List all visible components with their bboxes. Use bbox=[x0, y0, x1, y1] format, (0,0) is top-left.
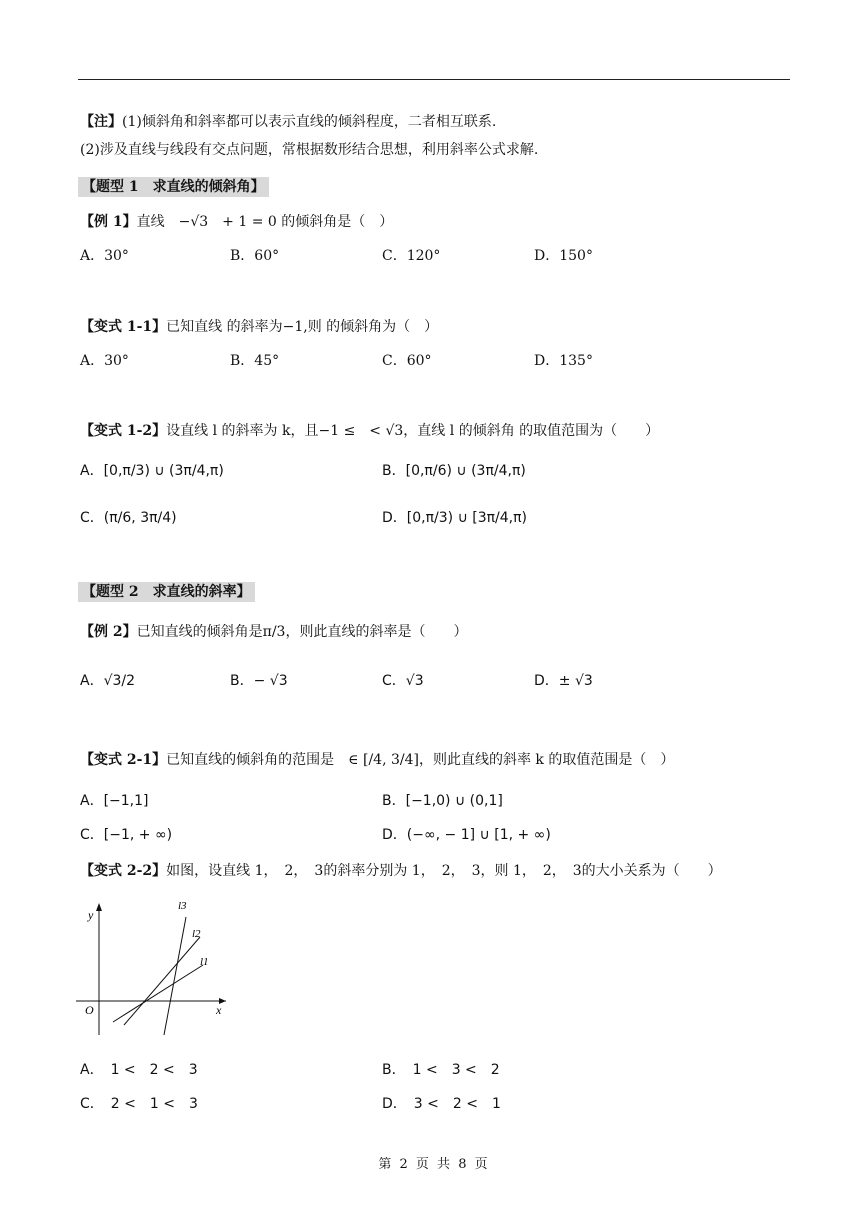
ex2-option-d: D．± √3 bbox=[534, 673, 593, 689]
v22-option-a: A． 1 < 2 < 3 bbox=[80, 1062, 198, 1078]
note-line-2: (2)涉及直线与线段有交点问题，常根据数形结合思想，利用斜率公式求解. bbox=[80, 142, 539, 158]
l3-label: l3 bbox=[178, 900, 187, 912]
v22-option-c: C． 2 < 1 < 3 bbox=[80, 1096, 198, 1112]
line-l3 bbox=[164, 917, 186, 1035]
ex1-option-c: C．120° bbox=[382, 248, 441, 264]
example-1: 【例 1】直线 −√3 + 1 = 0 的倾斜角是（ ） bbox=[80, 214, 394, 230]
y-axis-arrow bbox=[96, 903, 102, 911]
line-l2 bbox=[124, 937, 200, 1025]
x-label: x bbox=[216, 1003, 222, 1017]
ex1-option-d: D．150° bbox=[534, 248, 593, 264]
line-l1 bbox=[113, 965, 203, 1022]
l1-label: l1 bbox=[200, 956, 209, 968]
l2-label: l2 bbox=[192, 928, 201, 940]
page-footer: 第 2 页 共 8 页 bbox=[378, 1157, 490, 1172]
v11-option-b: B．45° bbox=[230, 353, 280, 369]
variant-1-1: 【变式 1-1】已知直线 的斜率为−1,则 的倾斜角为（ ） bbox=[80, 319, 439, 335]
type1-header: 【题型 1 求直线的倾斜角】 bbox=[78, 177, 269, 197]
note-line-1: 【注】(1)倾斜角和斜率都可以表示直线的倾斜程度，二者相互联系. bbox=[80, 114, 497, 130]
variant-1-2: 【变式 1-2】设直线 l 的斜率为 k，且−1 ≤ < √3，直线 l 的倾斜角 的取值范围为（ ） bbox=[80, 423, 660, 439]
v12-option-b: B．[0,π/6) ∪ (3π/4,π) bbox=[382, 463, 526, 479]
y-label: y bbox=[88, 908, 94, 922]
ex2-option-c: C．√3 bbox=[382, 673, 424, 689]
note-label: 【注】 bbox=[80, 114, 122, 130]
v12-option-c: C．(π/6, 3π/4) bbox=[80, 510, 177, 526]
example-2: 【例 2】已知直线的倾斜角是π/3，则此直线的斜率是（ ） bbox=[80, 624, 468, 640]
v11-option-d: D．135° bbox=[534, 353, 593, 369]
v11-option-a: A．30° bbox=[80, 353, 129, 369]
ex1-option-a: A．30° bbox=[80, 248, 129, 264]
v12-option-d: D．[0,π/3) ∪ [3π/4,π) bbox=[382, 510, 528, 526]
v21-option-d: D．(−∞, − 1] ∪ [1, + ∞) bbox=[382, 827, 551, 843]
v21-option-c: C．[−1, + ∞) bbox=[80, 827, 173, 843]
lines-figure bbox=[76, 895, 236, 1040]
ex2-option-b: B．− √3 bbox=[230, 673, 288, 689]
v22-option-b: B． 1 < 3 < 2 bbox=[382, 1062, 500, 1078]
v21-option-b: B．[−1,0) ∪ (0,1] bbox=[382, 793, 503, 809]
v21-option-a: A．[−1,1] bbox=[80, 793, 149, 809]
v12-option-a: A．[0,π/3) ∪ (3π/4,π) bbox=[80, 463, 224, 479]
origin-label: O bbox=[85, 1003, 94, 1017]
ex1-option-b: B．60° bbox=[230, 248, 280, 264]
v11-option-c: C．60° bbox=[382, 353, 432, 369]
ex2-option-a: A．√3/2 bbox=[80, 673, 136, 689]
type2-header: 【题型 2 求直线的斜率】 bbox=[78, 582, 255, 602]
v22-option-d: D． 3 < 2 < 1 bbox=[382, 1096, 501, 1112]
variant-2-2: 【变式 2-2】如图，设直线 1， 2， 3的斜率分别为 1， 2， 3，则 1， 2， 3的大小关系为（ ） bbox=[80, 863, 722, 879]
top-rule bbox=[78, 79, 790, 80]
variant-2-1: 【变式 2-1】已知直线的倾斜角的范围是 ∈ [/4, 3/4]，则此直线的斜率 k 的取值范围是（ ） bbox=[80, 752, 675, 768]
